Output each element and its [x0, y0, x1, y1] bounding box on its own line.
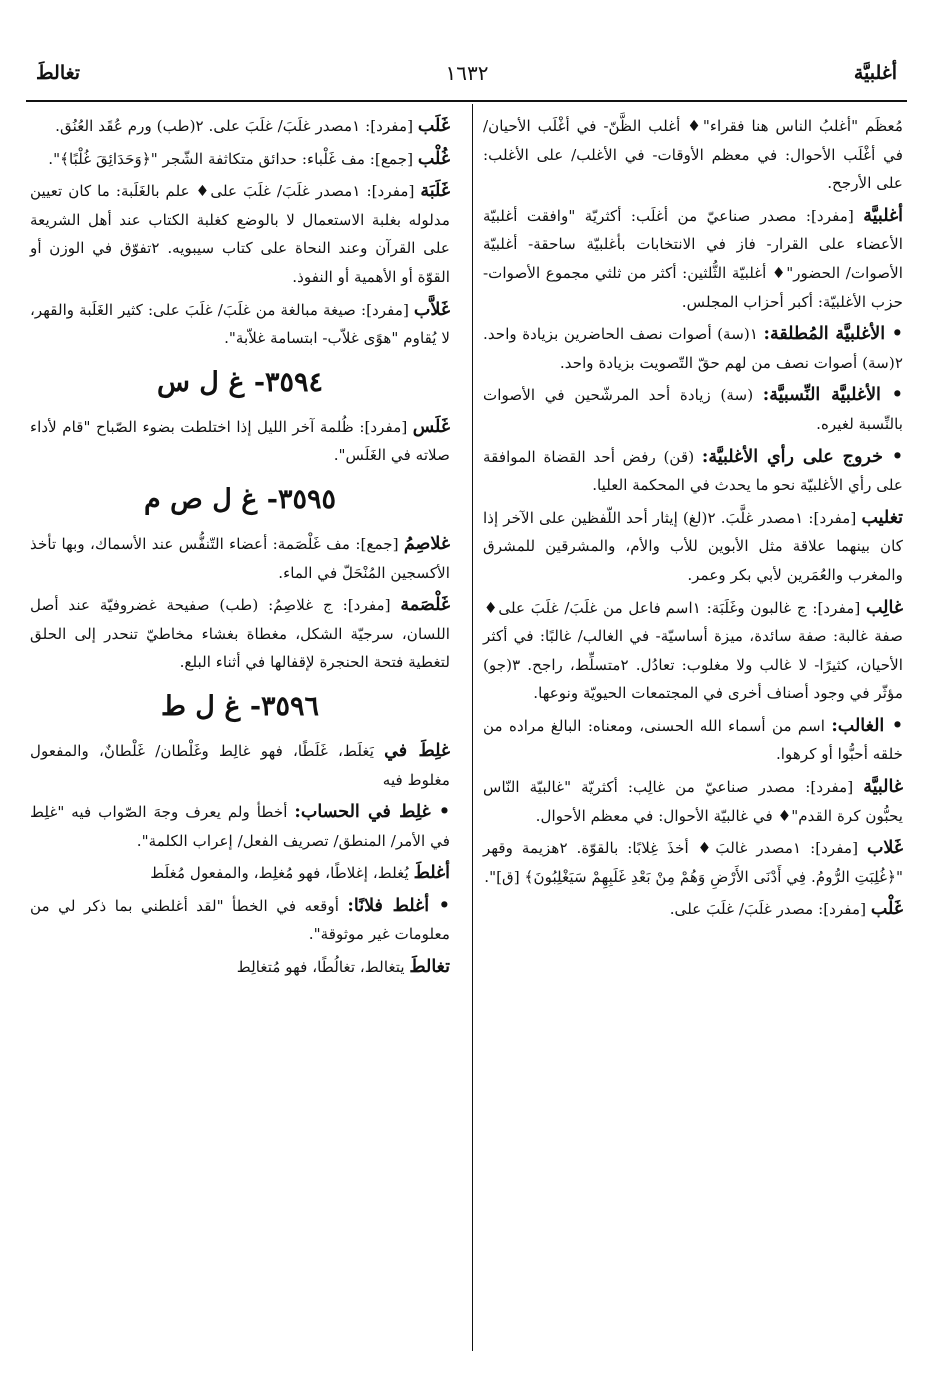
entry-headword: غَلْب	[870, 899, 903, 920]
dictionary-entry	[30, 112, 450, 141]
entry-headword: تغليب	[861, 507, 904, 528]
dictionary-entry	[30, 591, 450, 677]
entry-definition: [جمع]: مف غَلْباء: حدائق متكاثفة الشّجر "﴿وَحَدَائِقَ غُلْبًا﴾".	[48, 149, 414, 168]
entry-definition: [مفرد]: ظُلمة آخر الليل إذا اختلطت بضوء الصّباح "قام لأداء صلاته في الغَلَس".	[30, 417, 450, 465]
dictionary-entry	[483, 712, 903, 769]
dictionary-entry	[483, 112, 903, 198]
dictionary-entry	[30, 413, 450, 470]
page-number: ١٦٣٢	[445, 61, 489, 85]
entry-headword: غَلاب	[866, 838, 904, 859]
entry-headword: • الأغلبيَّة النِّسبيَّة:	[762, 385, 903, 406]
dictionary-entry	[483, 594, 903, 708]
entry-definition: اسم من أسماء الله الحسنى، ومعناه: البالغ مراده من خلقه أحبُّوا أو كرهوا.	[483, 716, 903, 764]
entry-definition: أخطأ ولم يعرف وجهَ الصّواب فيه "غلِط في الأمر/ المنطق/ تصريف الفعل/ إعراب الكلمة".	[30, 803, 450, 850]
header-rule	[26, 100, 907, 102]
dictionary-entry	[483, 504, 903, 590]
entry-headword: • خروج على رأي الأغلبيَّة:	[701, 446, 904, 467]
dictionary-entry	[483, 895, 903, 924]
root-heading: ٣٥٩٥- غ ل ص م	[144, 483, 336, 515]
dictionary-entry	[483, 443, 903, 500]
entry-definition: أوقعه في الخطأ "لقد أغلطني بما ذكر لي من معلومات غير موثوقة".	[30, 896, 450, 944]
dictionary-entry	[483, 320, 903, 377]
entry-definition: [مفرد]: مصدر صناعيّ من أغلَب: أكثريّة "وافقت أغلبيّة الأعضاء على القرار- فاز في الانتخابات بأغلبيّة ساحقة- أغلبيّة الأصوات/ الحضور"♦ أغلبيّة الثُّلثين: أكثر من ثلثي مجموع الأصوات- حزب الأغلبيّة: أكبر أحزاب المجلس.	[483, 206, 903, 311]
entry-definition: مُعظَم "أغلبُ الناس هنا فقراء"♦ أغلب الظَّنّ- في أغْلَب الأحيان/ في أغْلَب الأحوال: في معظم الأوقات- في الأغلب/ على الأغلب: على الأرجح.	[483, 117, 903, 193]
page-header	[36, 58, 897, 88]
entry-headword: غَلْصَمة	[400, 595, 451, 616]
entry-headword: غالبيَّة	[863, 777, 903, 798]
entry-headword: • أغلط فلانًا:	[347, 895, 450, 916]
entry-definition: (قن) رفض أحد القضاة الموافقة على رأي الأغلبيّة نحو ما يحدث في المحكمة العليا.	[483, 447, 903, 495]
dictionary-entry	[30, 530, 450, 587]
entry-definition: [مفرد]: مصدر صناعيّ من غالِب: أكثريّة "غالبيّة النّاس يحبُّون كرة القدم"♦ في غالبيّة الأحوال: في معظم الأحوال.	[483, 778, 903, 825]
column-divider	[472, 104, 473, 1351]
entry-definition: [مفرد]: ١مصدر غالبَ♦ أخذَ غِلابًا: بالقوّة. ٢هزيمة وقهر "﴿غُلِبَتِ الرُّومُ. فِي أَدْنَى الأَرْضِ وَهُمْ مِنْ بَعْدِ غَلَبِهِمْ سَيَغْلِبُونَ﴾ [ق]".	[483, 839, 903, 886]
entry-headword: • الغالب:	[831, 715, 904, 736]
entry-definition: [مفرد]: ج غلاصِمُ: (طب) صفيحة غضروفيّة عند أصل اللسان، سرجيّة الشكل، مغطاة بغشاء مخاطيّ تنحدر إلى الحلق لتغطية فتحة الحنجرة لإقفالها في أثناء البلع.	[30, 596, 450, 672]
entry-definition: [مفرد]: ١مصدر غلَبَ/ غلَبَ على. ٢(طب) ورم عُقَد العُنُق.	[55, 117, 414, 135]
dictionary-entry	[30, 296, 450, 353]
entry-definition: [مفرد]: ١مصدر غلَّبَ. ٢(لغ) إيثار أحد اللّفظين على الآخر إذا كان بينهما علاقة مثل الأبوين للأب والأم، والمشرقين للمشرق والمغرب والعُمَرين لأبي بكر وعمر.	[483, 508, 903, 584]
entry-headword: غلِطَ في	[384, 740, 451, 761]
entry-headword: غلاصِمُ	[403, 533, 450, 554]
dictionary-entry	[30, 145, 450, 174]
entry-headword: • الأغلبيَّة المُطلقة:	[763, 324, 903, 345]
entry-definition: [مفرد]: ج غالبون وغَلَبَة: ١اسم فاعل من غلَبَ/ غلَبَ على♦ صفة غالبة: صفة سائدة، ميزة أساسيّة- في الغالب/ غالبًا: في أكثر الأحيان، كثيرًا- لا غالب ولا مغلوب: تعادُل. ٢متسلِّط، راجح. ٣(جو) مؤثّر في وجود أصناف أخرى في المجتمعات الحيويّة ونوعها.	[483, 598, 904, 703]
root-heading: ٣٥٩٦- غ ل ط	[160, 690, 320, 722]
entry-headword: غَلَس	[412, 416, 451, 437]
left-column	[30, 112, 450, 986]
entry-headword: غُلْب	[417, 148, 450, 169]
header-last-word: تغالطَ	[36, 62, 81, 84]
root-heading: ٣٥٩٤- غ ل س	[156, 366, 324, 398]
dictionary-entry	[30, 859, 450, 888]
entry-headword: أغلطَ	[413, 863, 450, 884]
dictionary-entry	[30, 798, 450, 855]
entry-headword: • غلِط في الحساب:	[294, 802, 451, 823]
dictionary-entry	[483, 381, 903, 438]
entry-headword: غَلَبَة	[420, 181, 450, 202]
entry-headword: غالِب	[866, 597, 903, 618]
dictionary-entry	[483, 834, 903, 891]
entry-definition: [مفرد]: صيغة مبالغة من غلَبَ/ غلَبَ على: كثير الغَلَبة والقهر، لا يُقاوم "هوًى غلاّب- ابتسامة غلاّبة".	[30, 300, 450, 348]
entry-definition: (سة) زيادة أحد المرشّحين في الأصوات بالنِّسبة لغيره.	[483, 386, 903, 433]
entry-definition: [مفرد]: ١مصدر غلَبَ/ غلَبَ على♦ علم بالغَلَبة: ما كان تعيين مدلوله بغلبة الاستعمال لا بالوضع كغلبة الكتاب عند أهل الشريعة على القرآن وعند النحاة على كتاب سيبويه. ٢تفوّق في الوزن أو القوّة أو الأهمية أو النفوذ.	[30, 182, 450, 286]
dictionary-entry	[30, 177, 450, 291]
right-column	[483, 112, 903, 928]
dictionary-entry	[483, 202, 903, 316]
entry-definition: [جمع]: مف غَلْصَمة: أعضاء التّنفُّس عند الأسماك، وبها تأخذ الأكسجين المُنْحَلّ في الماء.	[30, 534, 450, 582]
dictionary-entry	[30, 892, 450, 949]
header-first-word: أغلبيَّة	[853, 62, 897, 84]
entry-headword: تغالطَ	[409, 957, 450, 978]
entry-definition: ١(سة) أصوات نصف الحاضرين بزيادة واحد. ٢(سة) أصوات نصف من لهم حقّ التّصويت بزيادة واحد.	[483, 325, 903, 372]
dictionary-entry	[30, 737, 450, 794]
entry-definition: يتغالط، تغالُطًا، فهو مُتغالِط	[236, 958, 405, 977]
entry-headword: أغلبيَّة	[863, 205, 904, 226]
entry-definition: يَغلَط، غَلَطًا، فهو غالِط وغَلْطان/ غَلْطانٌ، والمفعول مغلوط فيه	[30, 741, 450, 789]
entry-headword: غَلَب	[417, 116, 450, 136]
dictionary-entry	[30, 953, 450, 982]
dictionary-entry	[483, 773, 903, 830]
entry-headword: غَلاَّب	[413, 299, 450, 320]
entry-definition: [مفرد]: مصدر غلَبَ/ غلَبَ على.	[669, 900, 867, 919]
entry-definition: يُغلط، إغلاطًا، فهو مُغلِط، والمفعول مُغلَط	[150, 864, 409, 883]
